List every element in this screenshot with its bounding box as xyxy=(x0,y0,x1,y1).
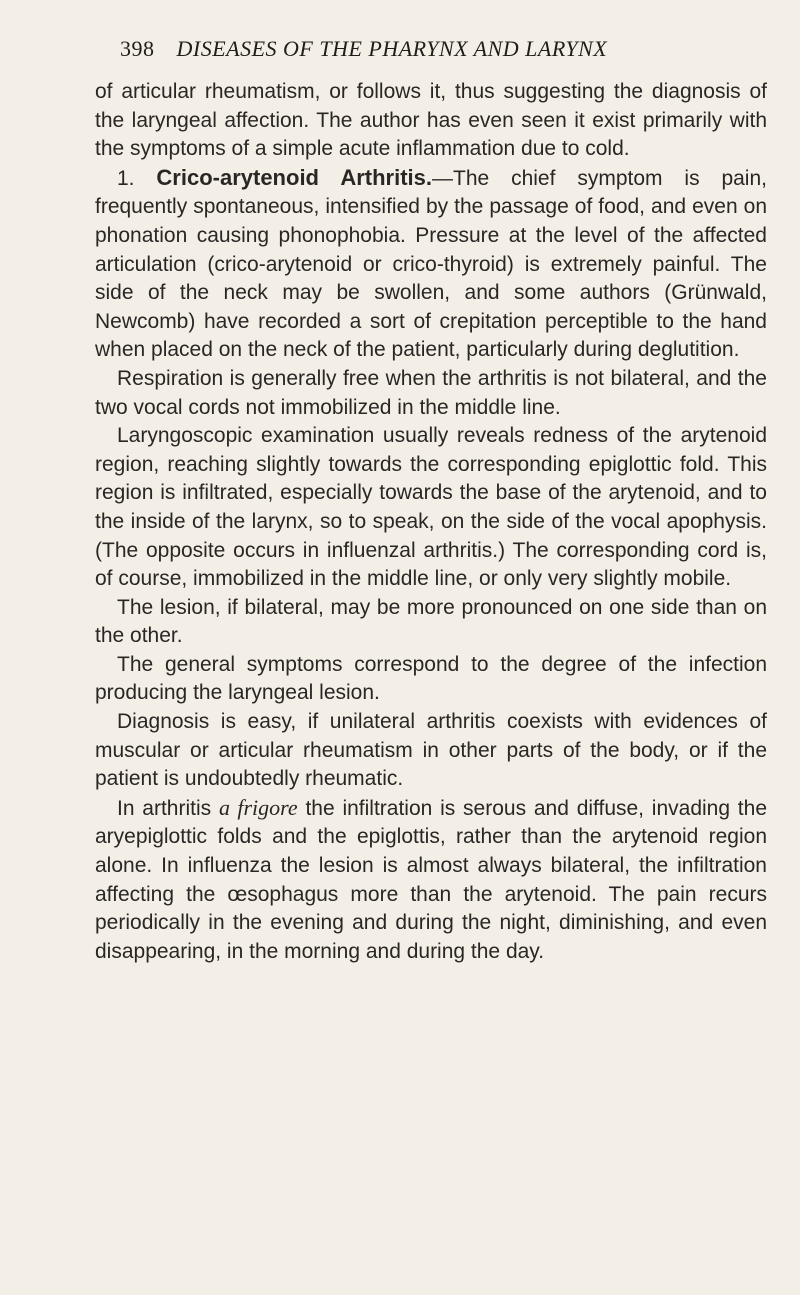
paragraph-continuation: of articular rheumatism, or follows it, thus suggesting the diagnosis of the laryngeal affection. The author has even seen it exist primarily with the symptoms of a simple acute inflammation due to cold. xyxy=(95,80,767,161)
running-title: DISEASES OF THE PHARYNX AND LARYNX xyxy=(176,36,608,61)
paragraph-arthritis-a-frigore xyxy=(95,794,767,967)
paragraph-diagnosis: Diagnosis is easy, if unilateral arthritis coexists with evidences of muscular or articular rheumatism in other parts of the body, or if the patient is undoubtedly rheumatic. xyxy=(95,710,767,791)
paragraph-respiration: Respiration is generally free when the arthritis is not bilateral, and the two vocal cords not immobilized in the middle line. xyxy=(95,366,767,419)
paragraph-crico-arytenoid-arthritis xyxy=(95,164,767,365)
section-number: 1. xyxy=(117,166,135,190)
paragraph-lesion-bilateral: The lesion, if bilateral, may be more pronounced on one side than on the other. xyxy=(95,595,767,648)
paragraph-laryngoscopic-examination: Laryngoscopic examination usually reveals redness of the arytenoid region, reaching slightly towards the corresponding epiglottic fold. This region is infiltrated, especially towards the base of the arytenoid, and to the inside of the larynx, so to speak, on the side of the vocal apophysis. (The opposite occurs in influenzal arthritis.) The corresponding cord is, of course, immobilized in the middle line, or only very slightly mobile. xyxy=(95,424,767,591)
paragraph-text-end: the infiltration is serous and diffuse, invading the aryepiglottic folds and the epiglottis, rather than the arytenoid region alone. In influenza the lesion is almost always bilateral, the infiltration affecting the œsophagus more than the arytenoid. The pain recurs periodically in the evening and during the night, diminishing, and even disappearing, in the morning and during the day. xyxy=(95,796,768,963)
section-heading: Crico-arytenoid Arthritis. xyxy=(156,164,433,190)
paragraph-text-start: In arthritis xyxy=(117,796,219,820)
paragraph-general-symptoms: The general symptoms correspond to the degree of the infection producing the laryngeal lesion. xyxy=(95,652,767,705)
italic-term: a frigore xyxy=(218,794,298,820)
paragraph-text: —The chief symptom is pain, frequently spontaneous, intensified by the passage of food, and even on phonation causing phonophobia. Pressure at the level of the affected articulation (crico-arytenoid or crico-thyroid) is extremely painful. The side of the neck may be swollen, and some authors (Grünwald, Newcomb) have recorded a sort of crepitation perceptible to the hand when placed on the neck of the patient, particularly during deglutition. xyxy=(95,166,767,362)
running-head xyxy=(120,34,720,64)
page-number: 398 xyxy=(120,36,155,61)
body-text xyxy=(95,78,767,966)
